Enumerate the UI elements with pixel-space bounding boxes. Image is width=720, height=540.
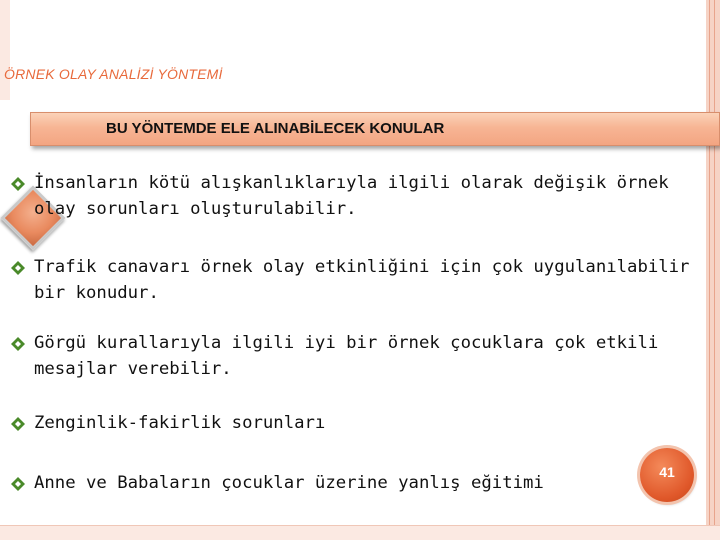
bullet-text: Trafik canavarı örnek olay etkinliğini için çok uygulanılabilir bir konudur.: [34, 257, 690, 303]
bullet-text: Anne ve Babaların çocuklar üzerine yanlış eğitimi: [34, 473, 544, 493]
bullet-text: Görgü kurallarıyla ilgili iyi bir örnek çocuklara çok etkili mesajlar verebilir.: [34, 333, 659, 379]
bullet-item: [10, 330, 710, 382]
bullet-item: [10, 410, 710, 436]
diamond-bullet-icon: [10, 260, 26, 276]
banner-diamond-ornament: [0, 95, 100, 155]
diamond-bullet-icon: [10, 176, 26, 192]
diamond-bullet-icon: [10, 476, 26, 492]
page-number-badge: [640, 448, 694, 502]
left-decoration: [0, 0, 10, 100]
diamond-bullet-icon: [10, 336, 26, 352]
slide-title: BU YÖNTEMDE ELE ALINABİLECEK KONULAR: [106, 120, 445, 137]
slide-subtitle: ÖRNEK OLAY ANALİZİ YÖNTEMİ: [4, 66, 223, 82]
bullet-text: Zenginlik-fakirlik sorunları: [34, 413, 326, 433]
bullet-item: [10, 254, 710, 306]
bullet-item: [10, 170, 710, 222]
page-number: 41: [659, 464, 675, 480]
right-decoration-line: [714, 0, 715, 540]
bottom-decoration-stripe: [0, 525, 720, 540]
diamond-bullet-icon: [10, 416, 26, 432]
bullet-text: İnsanların kötü alışkanlıklarıyla ilgili olarak değişik örnek olay sorunları oluşturulabilir.: [34, 173, 669, 219]
bullet-item: [10, 470, 710, 496]
